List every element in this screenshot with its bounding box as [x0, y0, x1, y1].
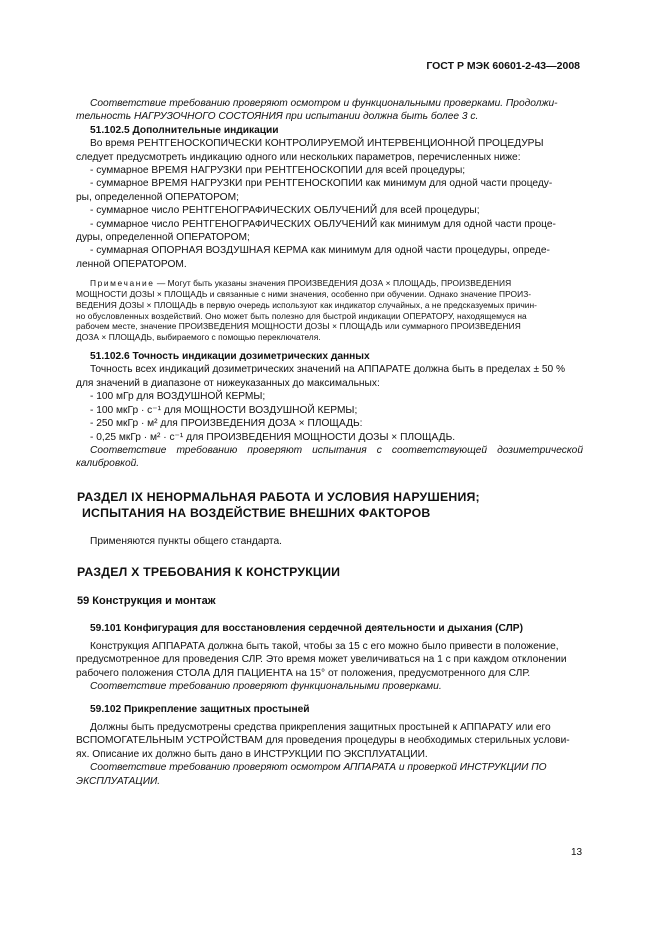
- note-line: [76, 278, 583, 289]
- list-item: - суммарное ВРЕМЯ НАГРУЗКИ при РЕНТГЕНОСКОПИИ как минимум для одной части процеду-: [90, 178, 553, 190]
- paragraph-59-101-line-3: рабочего положения СТОЛА ДЛЯ ПАЦИЕНТА на 15° от положения, предусмотренного для СЛР.: [76, 667, 531, 679]
- note-line: МОЩНОСТИ ДОЗЫ × ПЛОЩАДЬ и связанные с ними значения, особенно при обучении. Однако значение ПРОИЗ-: [76, 289, 532, 300]
- accuracy-line-1: Точность всех индикаций дозиметрических значений на АППАРАТЕ должна быть в пределах ± 50 %: [90, 364, 566, 376]
- note-line: ВЕДЕНИЯ ДОЗЫ × ПЛОЩАДЬ в первую очередь используют как индикатор случайных, а не предсказуемых причин-: [76, 299, 538, 310]
- compliance-59-102-line-2: ЭКСПЛУАТАЦИИ.: [76, 775, 161, 787]
- page-number: 13: [571, 847, 583, 858]
- compliance-line-1: Соответствие требованию проверяют осмотром и функциональными проверками. Продолжи-: [90, 98, 558, 109]
- compliance-calibration: Соответствие требованию проверяют испытания с соответствующей дозиметрической калибровкой.: [76, 444, 583, 470]
- compliance-59-102-line-1: Соответствие требованию проверяют осмотром АППАРАТА и проверкой ИНСТРУКЦИИ ПО: [90, 762, 547, 774]
- intro-line-1: Во время РЕНТГЕНОСКОПИЧЕСКИ КОНТРОЛИРУЕМОЙ ИНТЕРВЕНЦИОННОЙ ПРОЦЕДУРЫ: [90, 138, 544, 150]
- heading-59-102: 59.102 Прикрепление защитных простыней: [90, 703, 310, 715]
- note-line: рабочем месте, значение ПРОИЗВЕДЕНИЯ МОЩНОСТИ ДОЗЫ × ПЛОЩАДЬ или суммарного ПРОИЗВЕДЕНИЯ: [76, 321, 521, 332]
- list-item: - 0,25 мкГр · м² · с⁻¹ для ПРОИЗВЕДЕНИЯ МОЩНОСТИ ДОЗЫ × ПЛОЩАДЬ.: [90, 431, 456, 443]
- paragraph-59-102-line-2: ВСПОМОГАТЕЛЬНЫМ УСТРОЙСТВАМ для проведения процедуры в необходимых стерильных услови-: [76, 735, 570, 747]
- compliance-59-101: Соответствие требованию проверяют функциональными проверками.: [90, 681, 442, 693]
- heading-51-102-5: 51.102.5 Дополнительные индикации: [90, 124, 279, 136]
- accuracy-line-2: для значений в диапазоне от нижеуказанных до максимальных:: [76, 377, 380, 389]
- list-item-continuation: ры, определенной ОПЕРАТОРОМ;: [76, 191, 239, 203]
- section-9-title-line-2: ИСПЫТАНИЯ НА ВОЗДЕЙСТВИЕ ВНЕШНИХ ФАКТОРОВ: [82, 505, 431, 520]
- section-10-title: РАЗДЕЛ X ТРЕБОВАНИЯ К КОНСТРУКЦИИ: [77, 565, 341, 580]
- section-9-title-line-1: РАЗДЕЛ IX НЕНОРМАЛЬНАЯ РАБОТА И УСЛОВИЯ НАРУШЕНИЯ;: [77, 489, 480, 504]
- note-label: Примечание: [90, 278, 155, 289]
- list-item: - 250 мкГр · м² для ПРОИЗВЕДЕНИЯ ДОЗА × ПЛОЩАДЬ:: [90, 418, 363, 430]
- page-content: [76, 97, 583, 788]
- heading-59: 59 Конструкция и монтаж: [77, 595, 216, 608]
- list-item: - суммарное ВРЕМЯ НАГРУЗКИ при РЕНТГЕНОСКОПИИ для всей процедуры;: [90, 165, 466, 177]
- paragraph-59-102-line-1: Должны быть предусмотрены средства прикрепления защитных простыней к АППАРАТУ или его: [90, 721, 551, 733]
- list-item-continuation: дуры, определенной ОПЕРАТОРОМ;: [76, 232, 250, 244]
- paragraph-59-102-line-3: ях. Описание их должно быть дано в ИНСТРУКЦИИ ПО ЭКСПЛУАТАЦИИ.: [76, 748, 428, 760]
- intro-line-2: следует предусмотреть индикацию одного или нескольких параметров, перечисленных ниже:: [76, 151, 521, 163]
- heading-51-102-6: 51.102.6 Точность индикации дозиметрических данных: [90, 351, 370, 363]
- list-item: - 100 мГр для ВОЗДУШНОЙ КЕРМЫ;: [90, 391, 266, 403]
- heading-59-101: 59.101 Конфигурация для восстановления сердечной деятельности и дыхания (СЛР): [90, 622, 523, 634]
- list-item: - суммарная ОПОРНАЯ ВОЗДУШНАЯ КЕРМА как минимум для одной части процедуры, опреде-: [90, 245, 550, 257]
- list-item: - суммарное число РЕНТГЕНОГРАФИЧЕСКИХ ОБЛУЧЕНИЙ как минимум для одной части проце-: [90, 218, 556, 230]
- note-line: но обусловленных воздействий. Оно может быть полезно для быстрой индикации ОПЕРАТОРУ, находящемуся на: [76, 310, 527, 321]
- list-item: - суммарное число РЕНТГЕНОГРАФИЧЕСКИХ ОБЛУЧЕНИЙ для всей процедуры;: [90, 205, 480, 217]
- note-line: ДОЗА × ПЛОЩАДЬ, выбираемого с помощью переключателя.: [76, 332, 321, 343]
- note-text: — Могут быть указаны значения ПРОИЗВЕДЕНИЯ ДОЗА × ПЛОЩАДЬ, ПРОИЗВЕДЕНИЯ: [154, 278, 512, 289]
- section-9-text: Применяются пункты общего стандарта.: [90, 535, 282, 547]
- list-item-continuation: ленной ОПЕРАТОРОМ.: [76, 258, 187, 270]
- document-header: ГОСТ Р МЭК 60601-2-43—2008: [426, 60, 580, 72]
- paragraph-59-101-line-2: предусмотренное для проведения СЛР. Это время может увеличиваться на 1 с при каждом отклонении: [76, 654, 567, 666]
- compliance-line-2: тельность НАГРУЗОЧНОГО СОСТОЯНИЯ при испытании должна быть более 3 с.: [76, 111, 479, 123]
- paragraph-59-101-line-1: Конструкция АППАРАТА должна быть такой, чтобы за 15 с его можно было привести в положение,: [90, 640, 559, 652]
- list-item: - 100 мкГр · с⁻¹ для МОЩНОСТИ ВОЗДУШНОЙ КЕРМЫ;: [90, 404, 358, 416]
